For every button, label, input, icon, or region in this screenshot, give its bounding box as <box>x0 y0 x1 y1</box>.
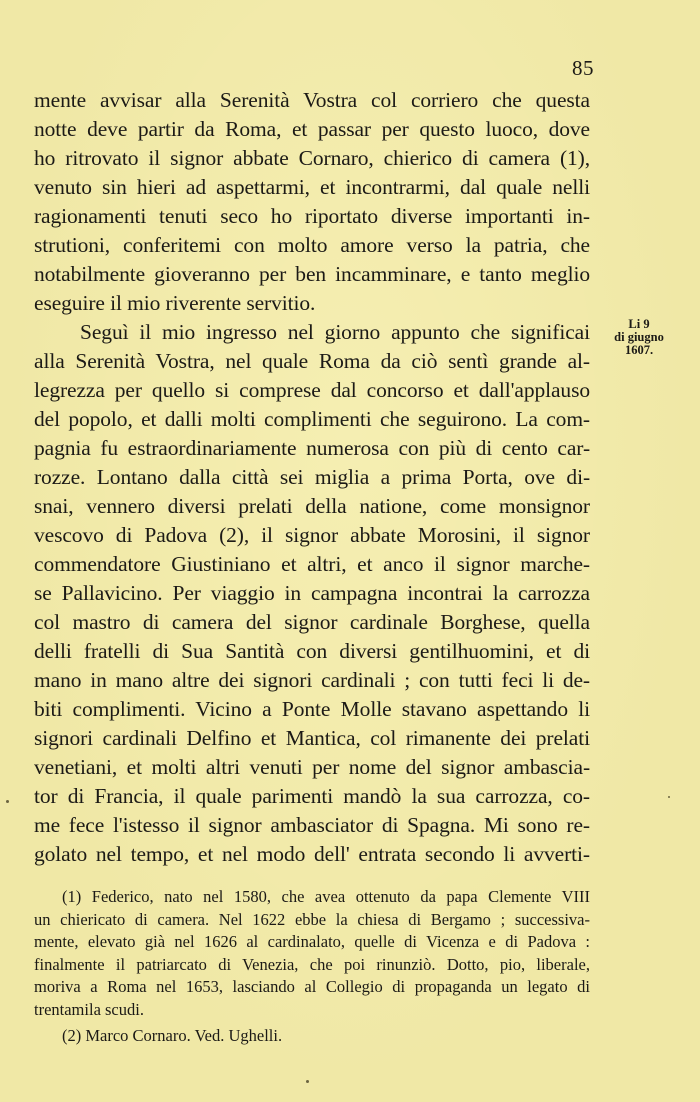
paper-speck <box>668 796 670 798</box>
text-line: alla Serenità Vostra, nel quale Roma da ciò sentì grande al- <box>34 349 590 373</box>
footnote-2: (2) Marco Cornaro. Ved. Ughelli. <box>62 1026 283 1045</box>
text-line: ragionamenti tenuti seco ho riportato diverse importanti in- <box>34 204 590 228</box>
footnotes <box>34 886 590 1048</box>
text-line: eseguire il mio riverente servitio. <box>34 291 316 315</box>
footnote-line: un chiericato di camera. Nel 1622 ebbe la chiesa di Bergamo ; successiva- <box>34 909 590 929</box>
text-line: pagnia fu estraordinariamente numerosa con più di cento car- <box>34 436 590 460</box>
footnote-line: finalmente il patriarcato di Venezia, che poi rinunziò. Dotto, pio, liberale, <box>34 954 590 974</box>
paper-speck <box>6 800 9 803</box>
footnote-line: trentamila scudi. <box>34 999 144 1019</box>
text-line: me fece l'istesso il signor ambasciator di Spagna. Mi sono re- <box>34 813 590 837</box>
text-line: snai, vennero diversi prelati della natione, come monsignor <box>34 494 590 518</box>
page-number: 85 <box>572 56 594 80</box>
footnote-line: mente, elevato già nel 1626 al cardinalato, quelle di Vicenza e di Padova : <box>34 932 590 951</box>
margin-note-day: Li 9 <box>628 317 650 331</box>
text-line: venuto sin hieri ad aspettarmi, et incontrarmi, dal quale nelli <box>34 175 590 199</box>
paragraph-start-line: Seguì il mio ingresso nel giorno appunto che significai <box>80 320 590 344</box>
text-line: signori cardinali Delfino et Mantica, col rimanente dei prelati <box>34 726 590 750</box>
text-line: se Pallavicino. Per viaggio in campagna incontrai la carrozza <box>34 581 590 605</box>
text-line: col mastro di camera del signor cardinale Borghese, quella <box>34 610 590 634</box>
text-line: legrezza per quello si comprese dal concorso et dall'applauso <box>34 378 590 402</box>
text-line: biti complimenti. Vicino a Ponte Molle stavano aspettando li <box>34 697 590 721</box>
text-line: ho ritrovato il signor abbate Cornaro, chierico di camera (1), <box>34 146 590 170</box>
margin-note-year: 1607. <box>624 343 654 357</box>
text-line: strutioni, conferitemi con molto amore verso la patria, che <box>34 233 590 257</box>
text-line: del popolo, et dalli molti complimenti che seguirono. La com- <box>34 407 590 431</box>
main-text <box>34 86 590 869</box>
footnote-line: moriva a Roma nel 1653, lasciando al Collegio di propaganda un legato di <box>34 977 590 996</box>
text-line: mano in mano altre dei signori cardinali ; con tutti feci li de- <box>34 668 590 692</box>
text-line: tor di Francia, il quale parimenti mandò la sua carrozza, co- <box>34 784 590 808</box>
text-line: commendatore Giustiniano et altri, et anco il signor marche- <box>34 552 590 576</box>
text-line: delli fratelli di Sua Santità con diversi gentilhuomini, et di <box>34 639 590 663</box>
text-line: venetiani, et molti altri venuti per nome del signor ambascia- <box>34 755 590 779</box>
text-line: mente avvisar alla Serenità Vostra col corriero che questa <box>34 88 590 112</box>
text-line: vescovo di Padova (2), il signor abbate Morosini, il signor <box>34 523 590 547</box>
margin-note-month: di giugno <box>614 330 664 344</box>
text-line: notte deve partir da Roma, et passar per questo luoco, dove <box>34 117 590 141</box>
paper-speck <box>306 1080 309 1083</box>
margin-date-note <box>600 318 678 357</box>
text-line: rozze. Lontano dalla città sei miglia a prima Porta, ove di- <box>34 465 590 489</box>
footnote-line: (1) Federico, nato nel 1580, che avea ottenuto da papa Clemente VIII <box>62 887 590 906</box>
text-line: golato nel tempo, et nel modo dell' entrata secondo li avverti- <box>34 842 590 866</box>
text-line: notabilmente gioveranno per ben incamminare, e tanto meglio <box>34 262 590 286</box>
